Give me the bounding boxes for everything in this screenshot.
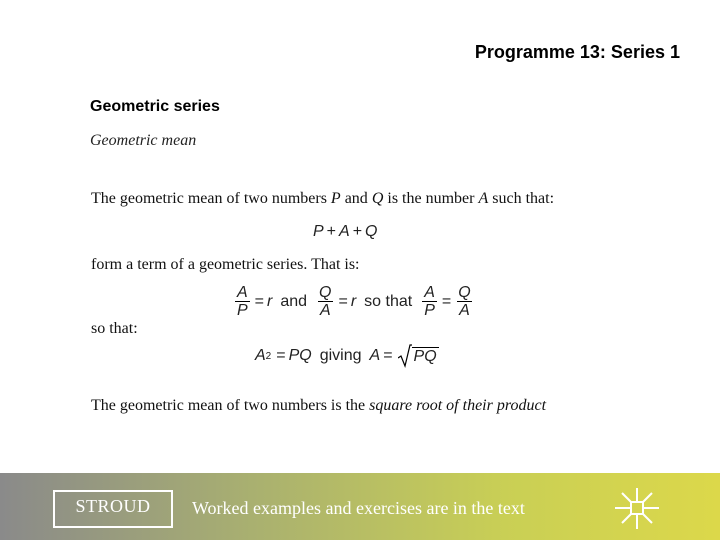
- formula-word: so that: [364, 292, 413, 310]
- formula-term: A: [369, 347, 381, 364]
- exponent: 2: [265, 350, 272, 362]
- definition-text-part: such that:: [488, 190, 555, 207]
- formula-ratio: [233, 284, 475, 319]
- formula-term: PQ: [288, 347, 312, 364]
- formula-operator: +: [326, 223, 337, 240]
- formula-operator: +: [352, 223, 363, 240]
- footer-note: Worked examples and exercises are in the text: [192, 498, 525, 518]
- equals-sign: =: [338, 292, 348, 310]
- var-p: P: [330, 190, 341, 207]
- definition-text-part: is the number: [383, 190, 479, 207]
- formula-result: [255, 344, 439, 368]
- formula-word: and: [280, 292, 308, 310]
- section-title: Geometric series: [90, 98, 220, 115]
- ratio-var: r: [267, 292, 273, 310]
- fraction: $\frac{Q}{A}$: [319, 284, 332, 319]
- subsection-title: Geometric mean: [90, 132, 197, 149]
- stroud-logo-label: STROUD: [75, 495, 151, 516]
- page-header-title: Programme 13: Series 1: [474, 42, 680, 62]
- conclusion-emphasis: square root of their product: [369, 397, 547, 414]
- formula-term: A: [339, 223, 350, 240]
- formula-sequence: [313, 223, 377, 241]
- var-q: Q: [371, 190, 384, 207]
- equals-sign: =: [383, 347, 393, 364]
- definition-text-part: The geometric mean of two numbers: [91, 190, 331, 207]
- formula-term: A: [255, 347, 266, 364]
- formula-word: giving: [319, 347, 362, 364]
- formula-term: Q: [365, 223, 378, 240]
- fraction: $\frac{A}{P}$: [237, 284, 248, 319]
- fraction: $\frac{A}{P}$: [424, 284, 435, 319]
- ratio-var: r: [350, 292, 357, 310]
- so-that-text: so that:: [91, 320, 138, 337]
- var-a: A: [478, 190, 489, 207]
- network-hub-icon[interactable]: [612, 485, 662, 531]
- formula-term: P: [313, 223, 324, 240]
- conclusion-text: [91, 397, 546, 415]
- series-statement-text: form a term of a geometric series. That is:: [91, 256, 360, 273]
- sqrt-icon: [398, 344, 412, 368]
- footer-bar: [0, 473, 720, 540]
- equals-sign: =: [254, 292, 265, 310]
- radicand: PQ: [413, 347, 437, 365]
- stroud-logo[interactable]: [53, 490, 173, 528]
- definition-text: [91, 190, 554, 208]
- conclusion-text-part: The geometric mean of two numbers is the: [91, 397, 370, 414]
- equals-sign: =: [441, 292, 452, 310]
- definition-text-part: and: [340, 190, 372, 207]
- fraction: $\frac{Q}{A}$: [458, 284, 471, 319]
- equals-sign: =: [276, 347, 286, 364]
